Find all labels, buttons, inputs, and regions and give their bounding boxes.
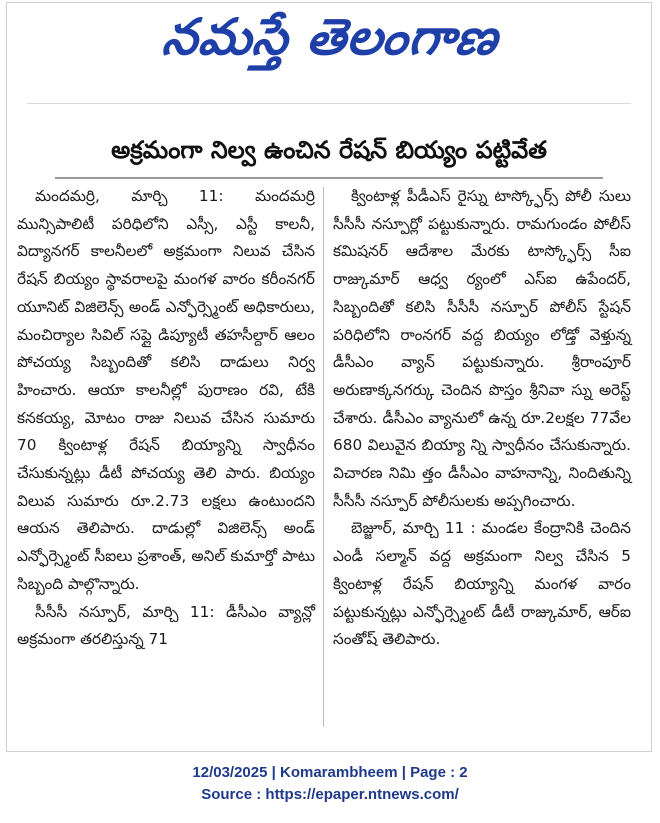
article-column-right bbox=[333, 183, 631, 654]
headline-rule bbox=[55, 177, 603, 179]
newspaper-clipping bbox=[6, 2, 652, 752]
masthead-divider bbox=[27, 103, 631, 104]
footer-source: Source : https://epaper.ntnews.com/ bbox=[201, 786, 459, 803]
article-paragraph: బెజ్జూర్, మార్చి 11 : మండల కేంద్రానికి చెందిన ఎండీ సల్మాన్ వద్ద అక్రమంగా నిల్వ చేసిన 5 క్వింటాళ్ల రేషన్ బియ్యాన్ని మంగళ వారం పట్టుకున్నట్లు ఎన్ఫోర్స్మెంట్ డీటీ రాజ్కుమార్, ఆర్ఐ సంతోష్ తెలిపారు. bbox=[333, 519, 631, 649]
masthead-logo-text: నమస్తే తెలంగాణ bbox=[159, 7, 502, 66]
article-paragraph: క్వింటాళ్ల పీడీఎస్ రైస్ను టాస్క్ఫోర్స్ పోలీ సులు సీసీసీ నస్పూర్లో పట్టుకున్నారు. రామగుండం పోలీస్ కమిషనర్ ఆదేశాల మేరకు టాస్క్ఫోర్స్ సీఐ రాజ్కుమార్ ఆధ్వ ర్యంలో ఎస్ఐ ఉపేందర్, సిబ్బందితో కలిసి సీసీసీ నస్పూర్ పోలీస్ స్టేషన్ పరిధిలోని రాంనగర్ వద్ద బియ్యం లోడ్తో వెళ్తున్న డీసీఎం వ్యాన్ పట్టుకున్నారు. శ్రీరాంపూర్ అరుణాక్కనగర్కు చెందిన పొస్తం శ్రీనివా స్ను అరెస్ట్ చేశారు. డీసీఎం వ్యానులో ఉన్న రూ.2లక్షల 77వేల 680 విలువైన బియ్యా న్ని స్వాధీనం చేసుకున్నారు. విచారణ నిమి త్తం డీసీఎం వాహనాన్ని, నిందితున్ని సీసీసీ నస్పూర్ పోలీసులకు అప్పగించారు. bbox=[333, 187, 631, 510]
article-headline: అక్రమంగా నిల్వ ఉంచిన రేషన్ బియ్యం పట్టివేత bbox=[111, 136, 547, 164]
masthead bbox=[7, 3, 652, 83]
article-column-left bbox=[17, 183, 315, 654]
column-divider bbox=[323, 187, 324, 727]
article-paragraph: మందమర్రి, మార్చి 11: మందమర్రి మున్సిపాలిటీ పరిధిలోని ఎస్సీ, ఎస్టీ కాలనీ, విద్యానగర్ కాలనీలలో అక్రమంగా నిలువ చేసిన రేషన్ బియ్యం స్థావరాలపై మంగళ వారం కరీంనగర్ యూనిట్ విజిలెన్స్ అండ్ ఎన్ఫోర్స్మెంట్ అధికారులు, మంచిర్యాల సివిల్ సప్లై డిప్యూటీ తహసీల్దార్ ఆలం పోచయ్య సిబ్బందితో కలిసి దాడులు నిర్వ హించారు. ఆయా కాలనీల్లో పురాణం రవి, టేకి కనకయ్య, మోటం రాజు నిలువ చేసిన సుమారు 70 క్వింటాళ్ల రేషన్ బియ్యాన్ని స్వాధీనం చేసుకున్నట్లు డీటీ పోచయ్య తెలి పారు. బియ్యం విలువ సుమారు రూ.2.73 లక్షలు ఉంటుందని ఆయన తెలిపారు. దాడుల్లో విజిలెన్స్ అండ్ ఎన్ఫోర్స్మెంట్ సీఐలు ప్రశాంత్, అనిల్ కుమార్తో పాటు సిబ్బంది పాల్గొన్నారు. bbox=[17, 187, 315, 593]
footer-date-edition: 12/03/2025 | Komarambheem | Page : 2 bbox=[192, 764, 468, 781]
article-paragraph: సీసీసీ నస్పూర్, మార్చి 11: డీసీఎం వ్యాన్లో అక్రమంగా తరలిస్తున్న 71 bbox=[17, 602, 315, 649]
